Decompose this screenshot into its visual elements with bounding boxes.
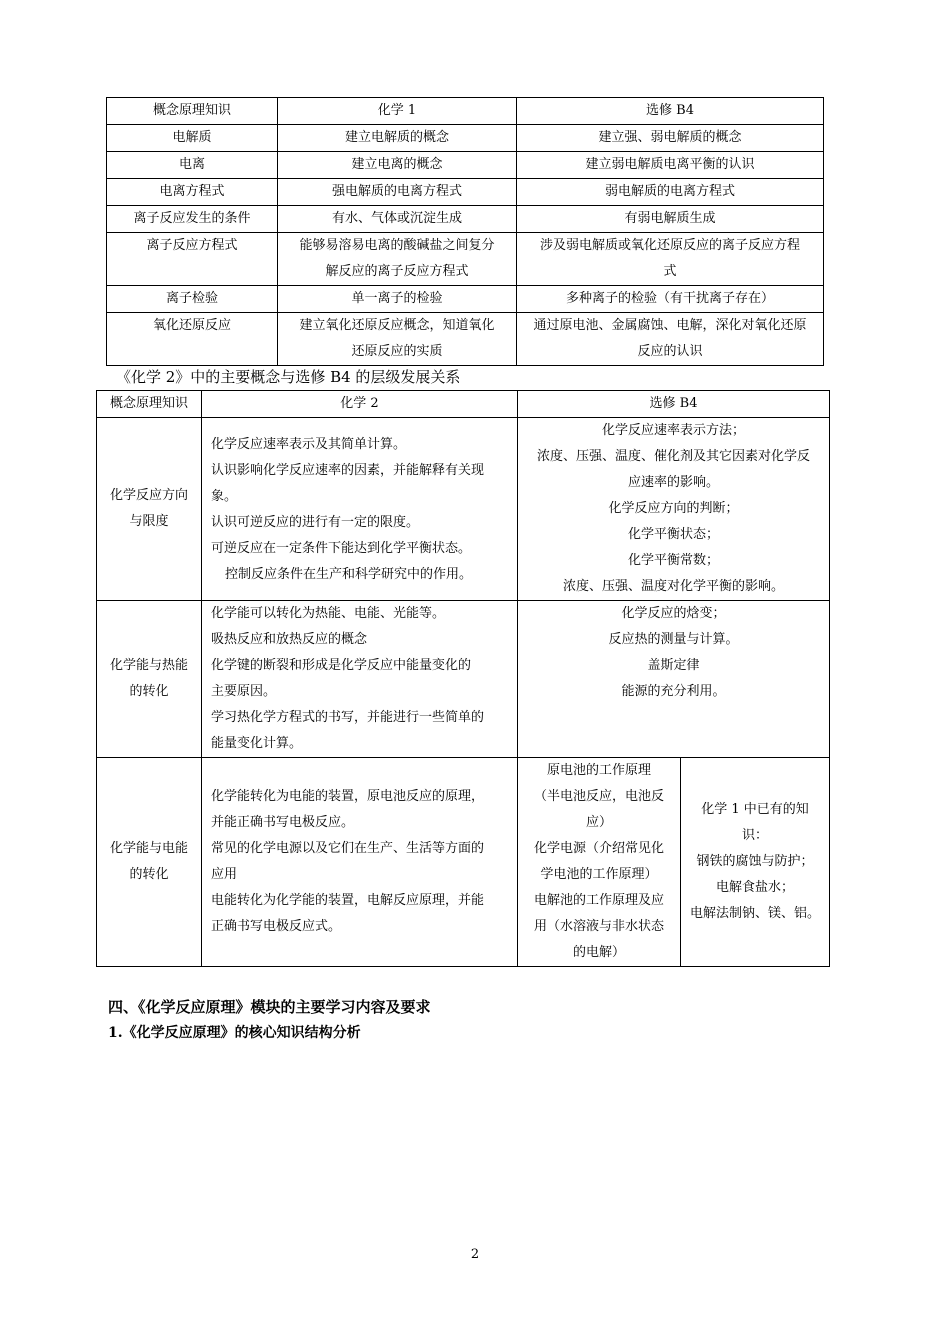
b4-cell	[517, 233, 824, 286]
table-row	[107, 313, 824, 366]
table-row	[107, 179, 824, 206]
table-row	[97, 758, 830, 967]
cell-line: 主要原因。	[211, 684, 277, 699]
cell-line: 反应热的测量与计算。	[608, 632, 739, 647]
cell-line: 化学反应方向的判断；	[608, 501, 739, 516]
cell-line: 的电解）	[572, 945, 625, 960]
b4-cell: 建立强、弱电解质的概念	[517, 125, 824, 152]
cell-line: 化学平衡常数；	[627, 553, 719, 568]
cell-line: 吸热反应和放热反应的概念	[211, 632, 368, 647]
header-cell: 选修 B4	[518, 391, 830, 418]
cell-line: 控制反应条件在生产和科学研究中的作用。	[225, 567, 473, 582]
concept-cell: 电离方程式	[107, 179, 278, 206]
cell-line: 电解食盐水；	[715, 880, 794, 895]
cell-line: 化学反应的焓变；	[621, 606, 726, 621]
cell-line: 涉及弱电解质或氧化还原反应的离子反应方程	[539, 238, 800, 253]
chem1-cell: 建立电离的概念	[278, 152, 517, 179]
cell-line: 用（水溶液与非水状态	[533, 919, 664, 934]
table-header-row	[107, 98, 824, 125]
concept-table-chem2	[96, 390, 830, 967]
cell-line: 正确书写电极反应式。	[211, 919, 342, 934]
cell-line: 应用	[211, 867, 238, 882]
cell-line: 的转化	[129, 867, 169, 882]
section-heading: 四、《化学反应原理》模块的主要学习内容及要求	[108, 998, 431, 1016]
cell-line: 化学反应方向	[109, 488, 188, 503]
b4-cell-b	[681, 758, 830, 967]
chem1-cell: 单一离子的检验	[278, 286, 517, 313]
cell-line: 钢铁的腐蚀与防护；	[696, 854, 814, 869]
cell-line: 化学能与电能	[109, 841, 188, 856]
b4-cell	[517, 313, 824, 366]
cell-line: 电解法制钠、镁、铝。	[689, 906, 820, 921]
cell-line: 能源的充分利用。	[621, 684, 726, 699]
cell-line: 电解池的工作原理及应	[533, 893, 664, 908]
table-row	[97, 418, 830, 601]
chem1-cell: 建立电解质的概念	[278, 125, 517, 152]
table-row	[107, 286, 824, 313]
cell-line: 化学平衡状态；	[627, 527, 719, 542]
cell-line: 还原反应的实质	[351, 344, 443, 359]
b4-cell: 有弱电解质生成	[517, 206, 824, 233]
cell-line: 应）	[585, 815, 612, 830]
concept-table-chem1	[106, 97, 824, 366]
cell-line: 可逆反应在一定条件下能达到化学平衡状态。	[211, 541, 472, 556]
cell-line: 与限度	[129, 514, 169, 529]
cell-line: 原电池的工作原理	[546, 763, 651, 778]
cell-line: 象。	[211, 489, 238, 504]
table-row	[107, 206, 824, 233]
table-row	[107, 125, 824, 152]
cell-line: 能量变化计算。	[211, 736, 303, 751]
cell-line: 建立氧化还原反应概念，知道氧化	[299, 318, 495, 333]
b4-cell-a	[518, 758, 681, 967]
chem2-cell	[202, 418, 518, 601]
cell-line: 化学电源（介绍常见化	[533, 841, 664, 856]
concept-cell: 电离	[107, 152, 278, 179]
cell-line: 的转化	[129, 684, 169, 699]
b4-cell: 建立弱电解质电离平衡的认识	[517, 152, 824, 179]
cell-line: 盖斯定律	[647, 658, 700, 673]
table-row	[107, 233, 824, 286]
cell-line: 化学键的断裂和形成是化学反应中能量变化的	[211, 658, 472, 673]
b4-cell: 多种离子的检验（有干扰离子存在）	[517, 286, 824, 313]
chem2-cell	[202, 758, 518, 967]
cell-line: 电能转化为化学能的装置，电解反应原理，并能	[211, 893, 485, 908]
cell-line: 应速率的影响。	[627, 475, 719, 490]
concept-cell: 离子反应发生的条件	[107, 206, 278, 233]
cell-line: 化学反应速率表示及其简单计算。	[211, 437, 407, 452]
chem1-cell	[278, 233, 517, 286]
b4-cell	[518, 418, 830, 601]
concept-cell	[97, 601, 202, 758]
cell-line: 化学反应速率表示方法；	[601, 423, 745, 438]
page-number: 2	[470, 1247, 480, 1262]
cell-line: 学习热化学方程式的书写，并能进行一些简单的	[211, 710, 485, 725]
cell-line: 并能正确书写电极反应。	[211, 815, 355, 830]
concept-cell	[97, 758, 202, 967]
cell-line: 浓度、压强、温度、催化剂及其它因素对化学反	[536, 449, 810, 464]
concept-cell: 离子反应方程式	[107, 233, 278, 286]
cell-line: 学电池的工作原理）	[540, 867, 658, 882]
cell-line: 化学能转化为电能的装置，原电池反应的原理，	[211, 789, 485, 804]
table-row	[107, 152, 824, 179]
header-cell: 概念原理知识	[107, 98, 278, 125]
chem2-cell	[202, 601, 518, 758]
header-cell: 选修 B4	[517, 98, 824, 125]
cell-line: 能够易溶易电离的酸碱盐之间复分	[299, 238, 495, 253]
subheading: 1.《化学反应原理》的核心知识结构分析	[108, 1025, 361, 1041]
concept-cell	[97, 418, 202, 601]
cell-line: 认识影响化学反应速率的因素，并能解释有关现	[211, 463, 485, 478]
concept-cell: 电解质	[107, 125, 278, 152]
cell-line: 常见的化学电源以及它们在生产、生活等方面的	[211, 841, 485, 856]
cell-line: 解反应的离子反应方程式	[325, 264, 469, 279]
chem1-cell: 有水、气体或沉淀生成	[278, 206, 517, 233]
cell-line: 化学 1 中已有的知	[701, 802, 809, 817]
table-header-row	[97, 391, 830, 418]
cell-line: （半电池反应，电池反	[533, 789, 664, 804]
cell-line: 反应的认识	[637, 344, 703, 359]
concept-cell: 氧化还原反应	[107, 313, 278, 366]
header-cell: 化学 1	[278, 98, 517, 125]
cell-line: 识：	[741, 828, 768, 843]
header-cell: 概念原理知识	[97, 391, 202, 418]
cell-line: 化学能可以转化为热能、电能、光能等。	[211, 606, 446, 621]
chem1-cell	[278, 313, 517, 366]
cell-line: 通过原电池、金属腐蚀、电解，深化对氧化还原	[533, 318, 807, 333]
b4-cell	[518, 601, 830, 758]
cell-line: 认识可逆反应的进行有一定的限度。	[211, 515, 420, 530]
table-row	[97, 601, 830, 758]
table-caption: 《化学 2》中的主要概念与选修 B4 的层级发展关系	[116, 368, 461, 386]
cell-line: 浓度、压强、温度对化学平衡的影响。	[562, 579, 784, 594]
chem1-cell: 强电解质的电离方程式	[278, 179, 517, 206]
b4-cell: 弱电解质的电离方程式	[517, 179, 824, 206]
cell-line: 化学能与热能	[109, 658, 188, 673]
concept-cell: 离子检验	[107, 286, 278, 313]
cell-line: 式	[663, 264, 677, 279]
header-cell: 化学 2	[202, 391, 518, 418]
